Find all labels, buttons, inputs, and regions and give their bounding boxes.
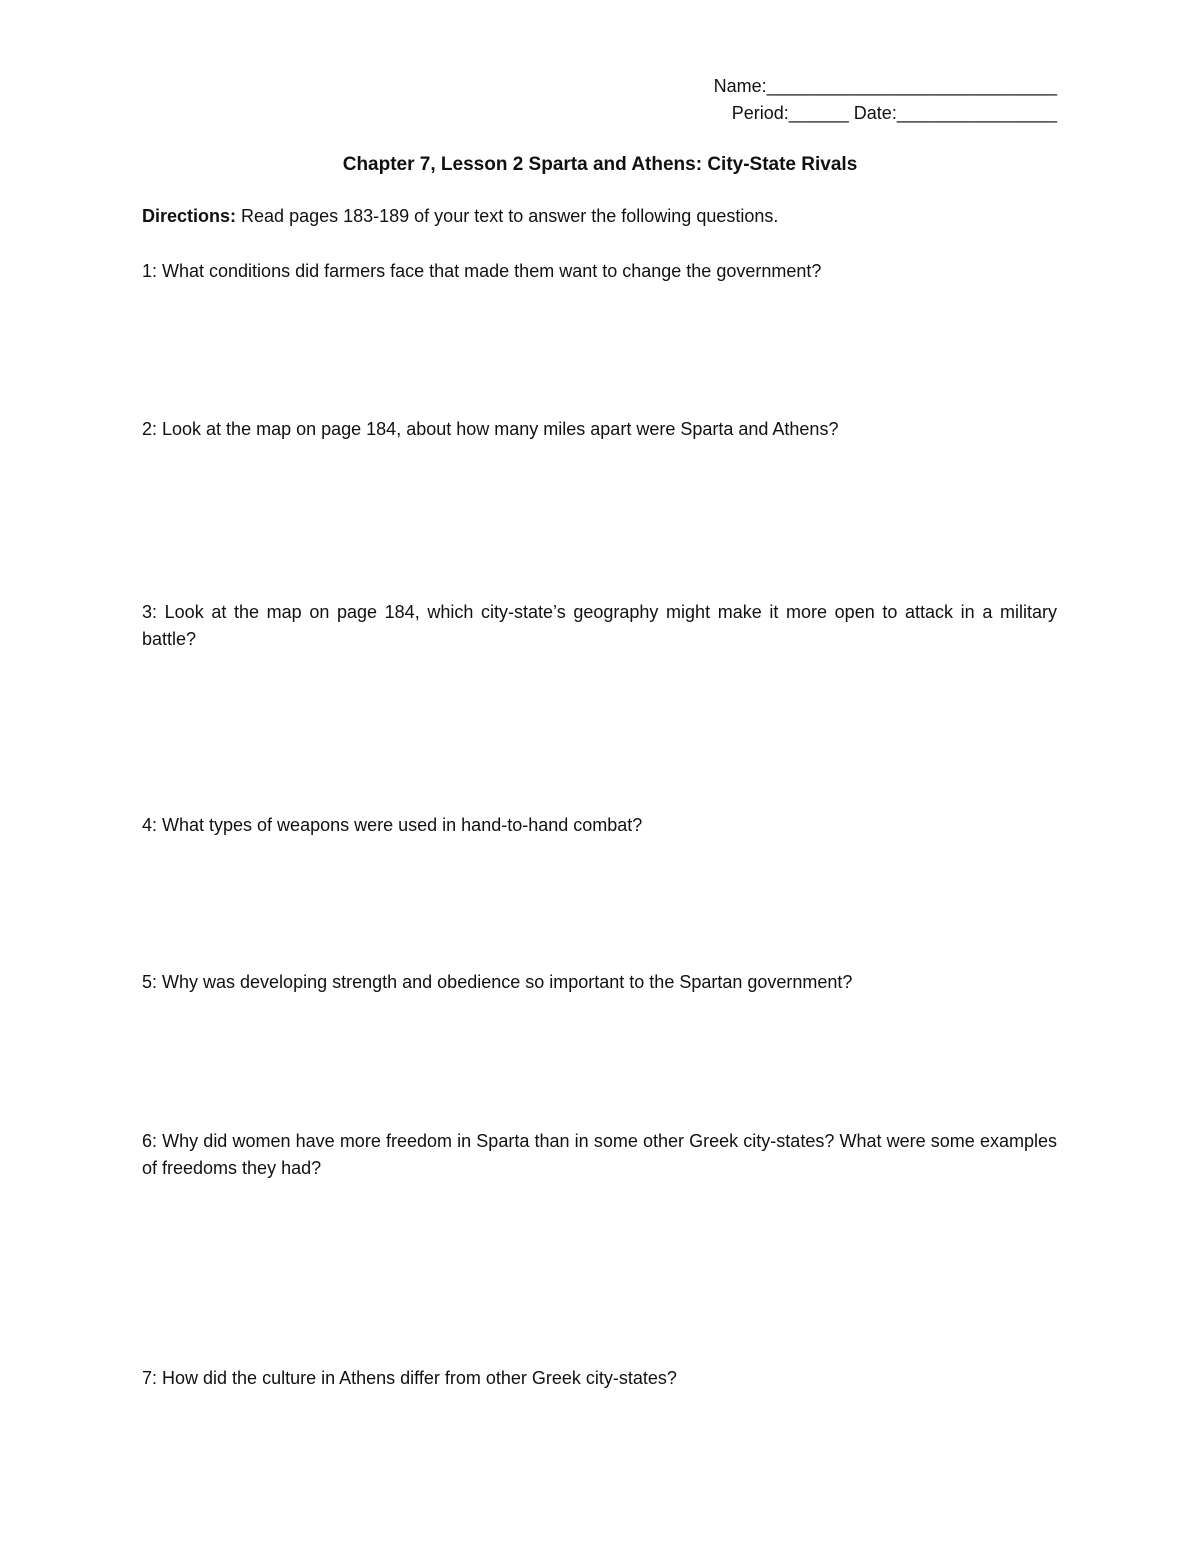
- period-date-field-line: Period:______ Date:________________: [731, 103, 1057, 123]
- directions-label: Directions:: [142, 206, 237, 226]
- question-7: 7: How did the culture in Athens differ from other Greek city-states?: [142, 1368, 677, 1388]
- question-5: 5: Why was developing strength and obedience so important to the Spartan government?: [142, 972, 853, 992]
- directions-text: Read pages 183-189 of your text to answer the following questions.: [236, 206, 779, 226]
- question-2: 2: Look at the map on page 184, about how many miles apart were Sparta and Athens?: [142, 419, 839, 439]
- question-4: 4: What types of weapons were used in hand-to-hand combat?: [142, 815, 643, 835]
- question-3: 3: Look at the map on page 184, which city-state’s geography might make it more open to attack in a military battle?: [142, 602, 1057, 649]
- directions: [142, 204, 778, 228]
- question-1: 1: What conditions did farmers face that made them want to change the government?: [142, 261, 822, 281]
- question-6: 6: Why did women have more freedom in Sparta than in some other Greek city-states? What were some examples of freedoms they had?: [142, 1131, 1057, 1178]
- name-field-line: Name:_____________________________: [713, 76, 1057, 96]
- worksheet-title: Chapter 7, Lesson 2 Sparta and Athens: City-State Rivals: [342, 154, 858, 175]
